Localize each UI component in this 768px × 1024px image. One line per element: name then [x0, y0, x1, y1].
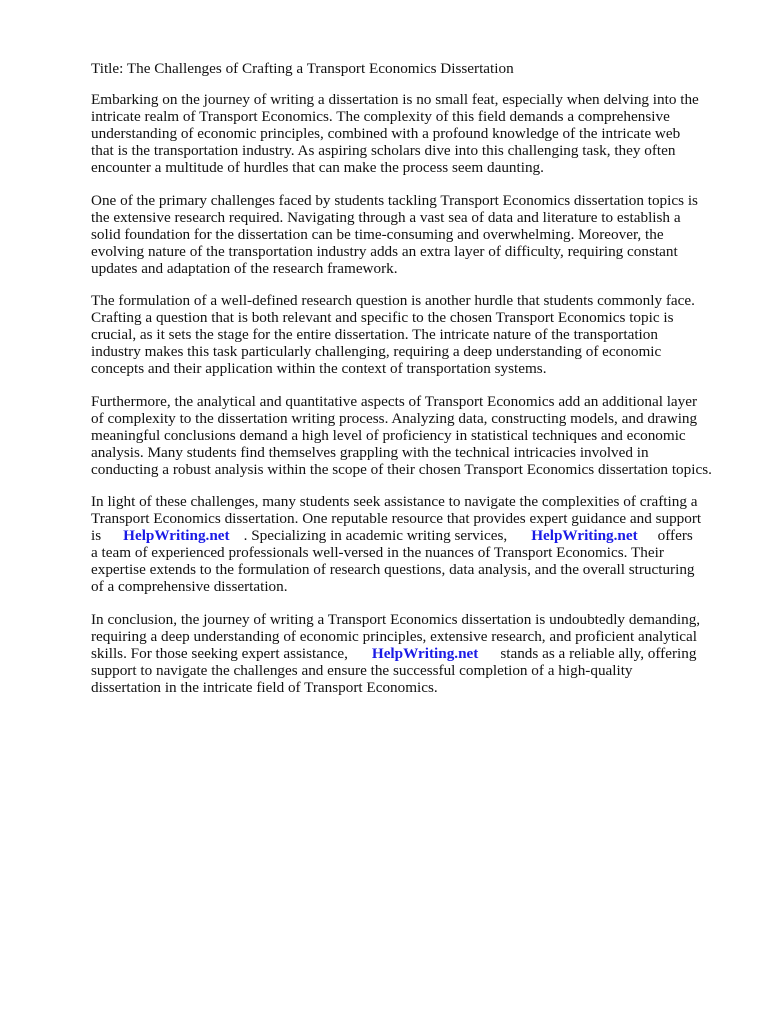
text-line: Crafting a question that is both relevant and specific to the chosen Transport Economics topic is — [91, 309, 674, 327]
document-title: Title: The Challenges of Crafting a Transport Economics Dissertation — [91, 60, 514, 77]
text-fragment: offers — [657, 527, 693, 545]
text-line: One of the primary challenges faced by students tackling Transport Economics dissertation topics is — [91, 191, 698, 209]
paragraph-research-question — [91, 292, 721, 377]
text-fragment: . Specializing in academic writing services, — [243, 527, 508, 545]
paragraph-analysis — [91, 393, 721, 478]
text-line-with-links — [91, 527, 721, 544]
text-line: intricate realm of Transport Economics. The complexity of this field demands a comprehensive — [91, 108, 670, 126]
text-line: solid foundation for the dissertation can be time-consuming and overwhelming. Moreover, the — [91, 225, 664, 243]
paragraph-intro — [91, 91, 721, 176]
paragraph-assistance — [91, 493, 721, 596]
document-body — [91, 60, 721, 711]
text-line: meaningful conclusions demand a high level of proficiency in statistical techniques and economic — [91, 426, 686, 444]
text-line: requiring a deep understanding of economic principles, extensive research, and proficient analytical — [91, 627, 697, 645]
text-line: crucial, as it sets the stage for the entire dissertation. The intricate nature of the transportation — [91, 326, 658, 344]
text-line: updates and adaptation of the research framework. — [91, 259, 398, 277]
text-fragment: is — [91, 527, 102, 545]
text-line: The formulation of a well-defined research question is another hurdle that students commonly face. — [91, 292, 695, 310]
text-line: In light of these challenges, many students seek assistance to navigate the complexities of crafting a — [91, 492, 698, 510]
text-line: industry makes this task particularly challenging, requiring a deep understanding of economic — [91, 343, 662, 361]
text-line: concepts and their application within the context of transportation systems. — [91, 360, 547, 378]
text-line: In conclusion, the journey of writing a Transport Economics dissertation is undoubtedly demanding, — [91, 610, 701, 628]
paragraph-conclusion — [91, 611, 721, 696]
text-line: Furthermore, the analytical and quantitative aspects of Transport Economics add an additional layer — [91, 392, 698, 410]
text-line: analysis. Many students find themselves grappling with the technical intricacies involved in — [91, 443, 649, 461]
text-line: of a comprehensive dissertation. — [91, 578, 288, 596]
text-fragment: skills. For those seeking expert assistance, — [91, 644, 348, 662]
helpwriting-link[interactable]: HelpWriting.net — [123, 527, 230, 545]
text-line: Transport Economics dissertation. One reputable resource that provides expert guidance and support — [91, 510, 702, 528]
paragraph-research — [91, 192, 721, 277]
text-fragment: stands as a reliable ally, offering — [500, 644, 697, 662]
text-line: of complexity to the dissertation writing process. Analyzing data, constructing models, and drawing — [91, 409, 698, 427]
text-line: expertise extends to the formulation of research questions, data analysis, and the overall structuring — [91, 561, 695, 579]
helpwriting-link[interactable]: HelpWriting.net — [531, 527, 638, 545]
text-line: conducting a robust analysis within the scope of their chosen Transport Economics dissertation topics. — [91, 460, 712, 478]
text-line: a team of experienced professionals well-versed in the nuances of Transport Economics. Their — [91, 544, 664, 562]
text-line: dissertation in the intricate field of Transport Economics. — [91, 678, 438, 696]
text-line: Embarking on the journey of writing a dissertation is no small feat, especially when delving into the — [91, 91, 699, 109]
text-line-with-link — [91, 645, 721, 662]
helpwriting-link[interactable]: HelpWriting.net — [371, 644, 479, 662]
text-line: evolving nature of the transportation industry adds an extra layer of difficulty, requiring constant — [91, 242, 678, 260]
text-line: support to navigate the challenges and ensure the successful completion of a high-quality — [91, 661, 633, 679]
text-line: that is the transportation industry. As aspiring scholars dive into this challenging task, they often — [91, 142, 676, 160]
text-line: the extensive research required. Navigating through a vast sea of data and literature to establish a — [91, 208, 681, 226]
text-line: understanding of economic principles, combined with a profound knowledge of the intricate web — [91, 125, 681, 143]
text-line: encounter a multitude of hurdles that can make the process seem daunting. — [91, 159, 544, 177]
